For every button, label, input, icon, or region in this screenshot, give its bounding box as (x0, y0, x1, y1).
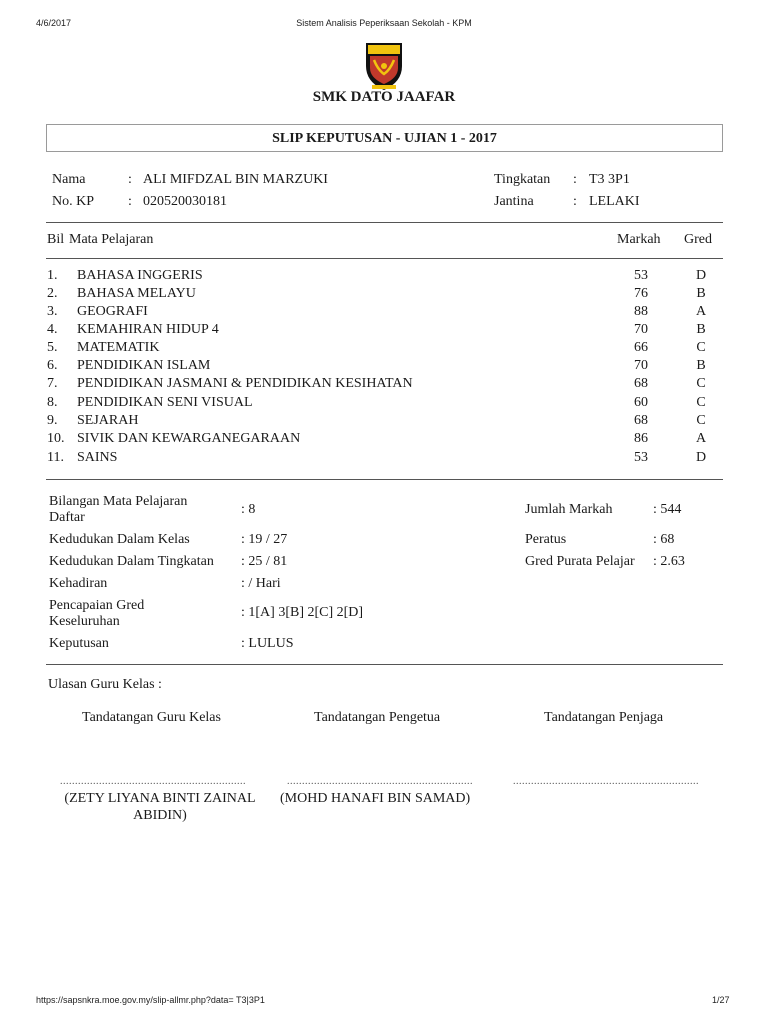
row-9-subject: SEJARAH (77, 413, 139, 428)
pencapaian-label-line1: Pencapaian Gred (49, 598, 145, 613)
row-5-gred: C (696, 340, 706, 355)
divider-header (46, 258, 723, 259)
tingkatan-label: Tingkatan (494, 172, 551, 187)
header-bil: Bil (47, 232, 65, 247)
print-url: https://sapsnkra.moe.gov.my/slip-allmr.php?data= T3|3P1 (36, 995, 265, 1005)
kp-separator: : (128, 194, 132, 209)
kp-value: 020520030181 (143, 194, 227, 209)
signature-line-guru: .............................................................. (60, 776, 246, 787)
keputusan-label: Keputusan (49, 636, 109, 651)
row-6-subject: PENDIDIKAN ISLAM (77, 358, 211, 373)
kedudukan-kelas-label: Kedudukan Dalam Kelas (49, 532, 190, 547)
row-6-gred: B (696, 358, 706, 373)
row-5-markah: 66 (634, 340, 648, 355)
row-2-markah: 76 (634, 286, 648, 301)
guru-kelas-name (50, 790, 270, 824)
peratus-label: Peratus (525, 532, 567, 547)
row-4-markah: 70 (634, 322, 648, 337)
row-8-bil: 8. (47, 395, 58, 410)
row-10-gred: A (695, 431, 707, 446)
pengetua-name: (MOHD HANAFI BIN SAMAD) (280, 791, 471, 806)
row-1-markah: 53 (634, 268, 648, 283)
row-7-subject: PENDIDIKAN JASMANI & PENDIDIKAN KESIHATAN (77, 376, 413, 391)
row-9-bil: 9. (47, 413, 58, 428)
jantina-label: Jantina (494, 194, 534, 209)
row-11-gred: D (695, 450, 707, 465)
row-6-bil: 6. (47, 358, 58, 373)
guru-kelas-name-line1: (ZETY LIYANA BINTI ZAINAL (64, 791, 256, 806)
signature-guru-label: Tandatangan Guru Kelas (82, 710, 221, 725)
bilangan-value: : 8 (241, 502, 256, 517)
row-11-markah: 53 (634, 450, 648, 465)
pencapaian-label-line2: Keseluruhan (49, 614, 120, 629)
header-markah: Markah (617, 232, 661, 247)
row-7-markah: 68 (634, 376, 648, 391)
pencapaian-label (49, 598, 144, 630)
row-3-gred: A (695, 304, 707, 319)
row-2-gred: B (696, 286, 706, 301)
divider-summary (46, 664, 723, 665)
divider-results (46, 479, 723, 480)
peratus-value: : 68 (653, 532, 675, 547)
signature-pengetua-label: Tandatangan Pengetua (314, 710, 441, 725)
kedudukan-tingkatan-label: Kedudukan Dalam Tingkatan (49, 554, 214, 569)
kp-label: No. KP (52, 194, 95, 209)
signature-line-penjaga: .............................................................. (513, 776, 699, 787)
pencapaian-value: : 1[A] 3[B] 2[C] 2[D] (241, 605, 364, 620)
jantina-separator: : (573, 194, 577, 209)
tingkatan-separator: : (573, 172, 577, 187)
row-11-subject: SAINS (77, 450, 118, 465)
slip-title: SLIP KEPUTUSAN - UJIAN 1 - 2017 (46, 124, 723, 152)
row-4-subject: KEMAHIRAN HIDUP 4 (77, 322, 219, 337)
guru-kelas-name-line2: ABIDIN) (133, 808, 187, 823)
row-1-gred: D (695, 268, 707, 283)
row-11-bil: 11. (47, 450, 64, 465)
print-date: 4/6/2017 (36, 18, 72, 28)
bilangan-label-line2: Daftar (49, 510, 85, 525)
row-10-subject: SIVIK DAN KEWARGANEGARAAN (77, 431, 301, 446)
print-page-title: Sistem Analisis Peperiksaan Sekolah - KPM (296, 18, 472, 28)
bilangan-label-line1: Bilangan Mata Pelajaran (49, 494, 188, 509)
kehadiran-label: Kehadiran (49, 576, 108, 591)
kehadiran-value: : / Hari (241, 576, 281, 591)
row-4-gred: B (696, 322, 706, 337)
row-10-bil: 10. (47, 431, 65, 446)
row-9-markah: 68 (634, 413, 648, 428)
name-label: Nama (52, 172, 86, 187)
row-10-markah: 86 (634, 431, 648, 446)
jumlah-markah-value: : 544 (653, 502, 682, 517)
row-2-subject: BAHASA MELAYU (77, 286, 196, 301)
row-8-markah: 60 (634, 395, 648, 410)
signature-line-pengetua: .............................................................. (287, 776, 473, 787)
row-3-markah: 88 (634, 304, 648, 319)
student-name: ALI MIFDZAL BIN MARZUKI (143, 172, 328, 187)
row-3-subject: GEOGRAFI (77, 304, 148, 319)
signature-penjaga-label: Tandatangan Penjaga (544, 710, 664, 725)
kedudukan-tingkatan-value: : 25 / 81 (241, 554, 288, 569)
kedudukan-kelas-value: : 19 / 27 (241, 532, 288, 547)
ulasan-label: Ulasan Guru Kelas : (48, 677, 162, 692)
row-6-markah: 70 (634, 358, 648, 373)
row-7-bil: 7. (47, 376, 58, 391)
school-crest-logo (362, 40, 406, 92)
print-page-number: 1/27 (712, 995, 730, 1005)
row-7-gred: C (696, 376, 706, 391)
row-4-bil: 4. (47, 322, 58, 337)
row-1-subject: BAHASA INGGERIS (77, 268, 203, 283)
row-5-bil: 5. (47, 340, 58, 355)
school-name: SMK DATO JAAFAR (312, 89, 456, 105)
row-3-bil: 3. (47, 304, 58, 319)
row-1-bil: 1. (47, 268, 58, 283)
jantina-value: LELAKI (589, 194, 640, 209)
tingkatan-value: T3 3P1 (589, 172, 630, 187)
name-separator: : (128, 172, 132, 187)
row-8-gred: C (696, 395, 706, 410)
keputusan-value: : LULUS (241, 636, 294, 651)
row-5-subject: MATEMATIK (77, 340, 160, 355)
header-subject: Mata Pelajaran (69, 232, 154, 247)
jumlah-markah-label: Jumlah Markah (525, 502, 613, 517)
gred-purata-label: Gred Purata Pelajar (525, 554, 635, 569)
row-8-subject: PENDIDIKAN SENI VISUAL (77, 395, 253, 410)
row-9-gred: C (696, 413, 706, 428)
gred-purata-value: : 2.63 (653, 554, 685, 569)
bilangan-label (49, 494, 187, 526)
divider-top (46, 222, 723, 223)
row-2-bil: 2. (47, 286, 58, 301)
header-gred: Gred (684, 232, 712, 247)
